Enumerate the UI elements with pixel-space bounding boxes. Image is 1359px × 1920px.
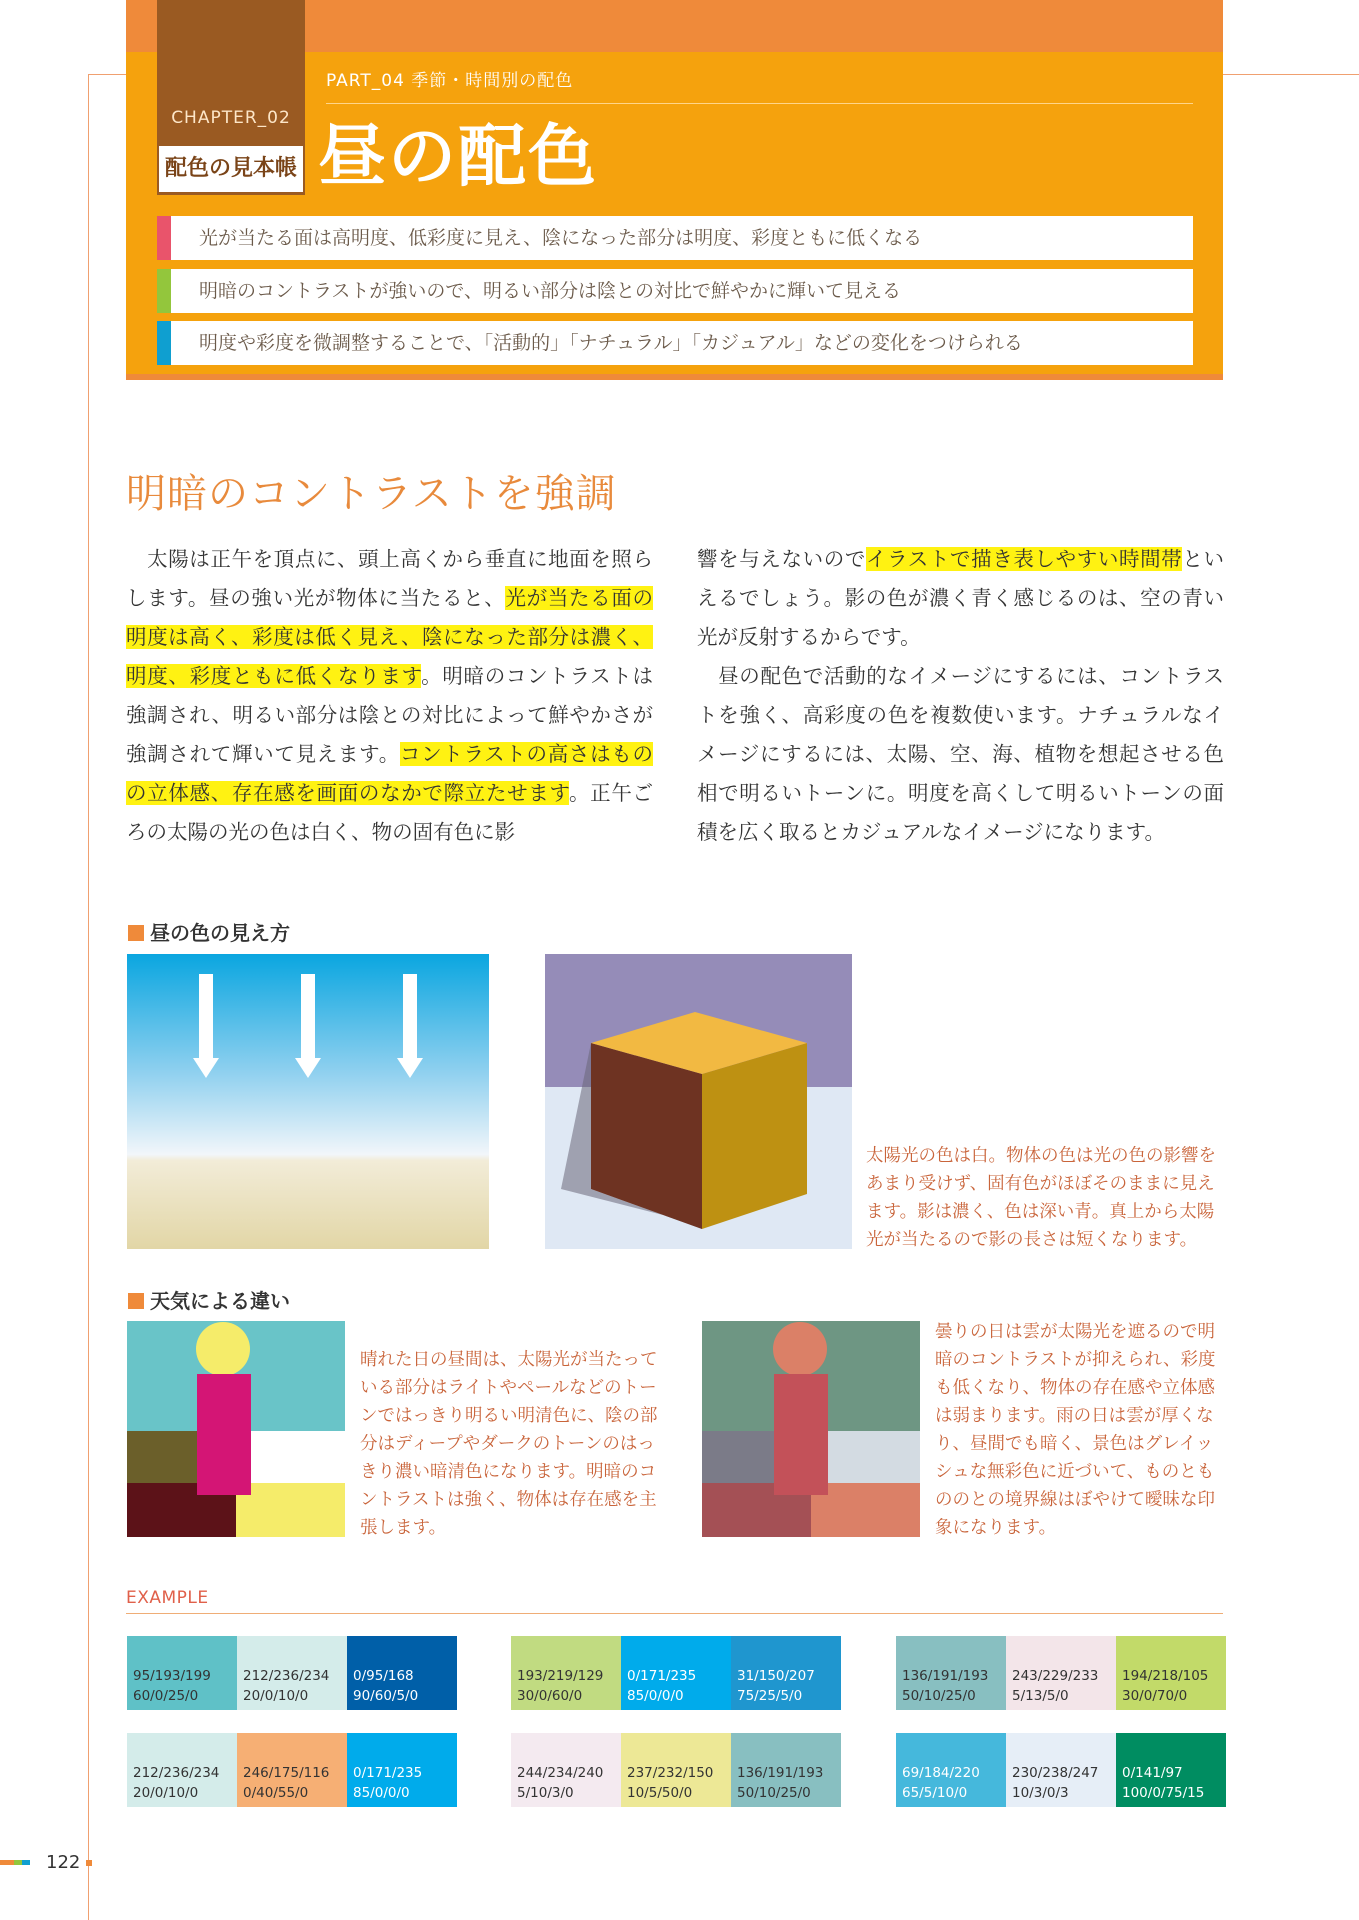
body-text: 。明暗のコントラストは強調され、明るい部分は陰との対比によって鮮やかさが強調されて輝いて見えます。 — [126, 664, 654, 766]
key-point-3: 明度や彩度を微調整することで、「活動的」「ナチュラル」「カジュアル」などの変化をつけられる — [157, 321, 1193, 365]
swatch-cmyk: 20/0/10/0 — [243, 1688, 309, 1704]
color-swatch — [1116, 1636, 1226, 1710]
clear-day-illustration — [127, 1321, 345, 1537]
swatch-cmyk: 10/3/0/3 — [1012, 1785, 1069, 1801]
key-point-1: 光が当たる面は高明度、低彩度に見え、陰になった部分は明度、彩度ともに低くなる — [157, 216, 1193, 260]
swatch-cmyk: 60/0/25/0 — [133, 1688, 199, 1704]
clear-day-caption: 晴れた日の昼間は、太陽光が当たっている部分はライトやペールなどのトーンではっきり明るい明清色に、陰の部分はディープやダークのトーンのはっきり濃い暗清色になります。明暗のコントラストは強く、物体は存在感を主張します。 — [360, 1350, 658, 1538]
cloudy-day-caption: 曇りの日は雲が太陽光を遮るので明暗のコントラストが抑えられ、彩度も低くなり、物体の存在感や立体感は弱まります。雨の日は雲が厚くなり、昼間でも暗く、景色はグレイッシュな無彩色に近づいて、ものともののとの境界線はぼやけて曖昧な印象になります。 — [935, 1322, 1216, 1538]
color-swatch — [896, 1733, 1006, 1807]
sample-book-label: 配色の見本帳 — [157, 144, 305, 194]
swatch-rgb: 212/236/234 — [243, 1668, 330, 1684]
swatch-cmyk: 10/5/50/0 — [627, 1785, 693, 1801]
section-heading: 明暗のコントラストを強調 — [126, 471, 617, 517]
weather-heading — [128, 1285, 290, 1314]
body-text: 太陽は正午を頂点に、頭上高くから垂直に地面を照らします。昼の強い光が物体に当たると、 — [126, 547, 653, 610]
page-guide-vertical — [88, 74, 89, 1920]
body-text-left — [126, 540, 653, 852]
page-marker-bar — [22, 1860, 30, 1865]
color-swatch — [347, 1733, 457, 1807]
color-swatch — [511, 1733, 621, 1807]
color-swatch — [1006, 1636, 1116, 1710]
how-it-looks-heading — [128, 917, 290, 946]
header-bottom-edge — [126, 374, 1223, 380]
swatch-rgb: 237/232/150 — [627, 1765, 714, 1781]
page-title: 昼の配色 — [318, 118, 599, 197]
body-text: といえるでしょう。影の色が濃く青く感じるのは、空の青い光が反射するからです。 — [697, 547, 1225, 649]
page-number: 122 — [46, 1852, 81, 1873]
body-text: 。正午ごろの太陽の光の色は白く、物の固有色に影 — [126, 781, 654, 844]
swatch-rgb: 0/95/168 — [353, 1668, 414, 1684]
page-guide-left — [88, 74, 126, 75]
color-swatch — [621, 1733, 731, 1807]
swatch-cmyk: 75/25/5/0 — [737, 1688, 803, 1704]
color-swatch — [511, 1636, 621, 1710]
color-swatch — [731, 1636, 841, 1710]
color-swatch — [237, 1636, 347, 1710]
swatch-cmyk: 85/0/0/0 — [627, 1688, 684, 1704]
swatch-rgb: 246/175/116 — [243, 1765, 330, 1781]
highlight-text: イラストで描き表しやすい時間帯 — [866, 547, 1183, 571]
swatch-cmyk: 0/40/55/0 — [243, 1785, 309, 1801]
body-text: 響を与えないので — [697, 547, 867, 571]
page-marker-bar — [0, 1860, 14, 1865]
page-marker-dot — [86, 1860, 92, 1866]
swatch-cmyk: 100/0/75/15 — [1122, 1785, 1205, 1801]
swatch-rgb: 95/193/199 — [133, 1668, 211, 1684]
page-marker-bar — [14, 1860, 22, 1865]
example-label: EXAMPLE — [126, 1588, 209, 1608]
color-swatch — [237, 1733, 347, 1807]
chapter-label: CHAPTER_02 — [171, 108, 291, 128]
swatch-rgb: 194/218/105 — [1122, 1668, 1209, 1684]
color-swatch — [1006, 1733, 1116, 1807]
swatch-cmyk: 30/0/70/0 — [1122, 1688, 1188, 1704]
swatch-cmyk: 90/60/5/0 — [353, 1688, 419, 1704]
swatch-rgb: 0/141/97 — [1122, 1765, 1183, 1781]
swatch-cmyk: 20/0/10/0 — [133, 1785, 199, 1801]
cube-illustration — [545, 954, 852, 1249]
square-bullet-icon — [128, 925, 144, 941]
swatch-rgb: 230/238/247 — [1012, 1765, 1099, 1781]
color-swatch — [127, 1733, 237, 1807]
swatch-rgb: 243/229/233 — [1012, 1668, 1099, 1684]
swatch-cmyk: 30/0/60/0 — [517, 1688, 583, 1704]
swatch-rgb: 0/171/235 — [353, 1765, 423, 1781]
subheading-label: 昼の色の見え方 — [150, 921, 290, 945]
swatch-rgb: 193/219/129 — [517, 1668, 604, 1684]
swatch-rgb: 212/236/234 — [133, 1765, 220, 1781]
sunlight-illustration — [127, 954, 489, 1249]
highlight-text: 光が当たる面の明度は高く、彩度は低く見え、陰になった部分は濃く、明度、彩度ともに低くなります — [126, 586, 654, 688]
swatch-rgb: 31/150/207 — [737, 1668, 815, 1684]
color-swatch — [1116, 1733, 1226, 1807]
swatch-cmyk: 50/10/25/0 — [737, 1785, 811, 1801]
swatch-cmyk: 50/10/25/0 — [902, 1688, 976, 1704]
color-swatch — [347, 1636, 457, 1710]
cloudy-day-illustration — [702, 1321, 920, 1537]
square-bullet-icon — [128, 1293, 144, 1309]
color-swatch — [127, 1636, 237, 1710]
how-it-looks-caption: 太陽光の色は白。物体の色は光の色の影響をあまり受けず、固有色がほぼそのままに見えます。影は濃く、色は深い青。真上から太陽光が当たるので影の長さは短くなります。 — [866, 1146, 1216, 1250]
swatch-cmyk: 85/0/0/0 — [353, 1785, 410, 1801]
highlight-text: コントラストの高さはものの立体感、存在感を画面のなかで際立たせます — [126, 742, 653, 805]
body-text: 昼の配色で活動的なイメージにするには、コントラストを強く、高彩度の色を複数使います。ナチュラルなイメージにするには、太陽、空、海、植物を想起させる色相で明るいトーンに。明度を高くして明るいトーンの面積を広く取るとカジュアルなイメージになります。 — [697, 664, 1224, 844]
swatch-cmyk: 5/10/3/0 — [517, 1785, 574, 1801]
swatch-rgb: 0/171/235 — [627, 1668, 697, 1684]
subheading-label: 天気による違い — [150, 1289, 290, 1313]
cube-svg — [545, 954, 852, 1249]
swatch-cmyk: 5/13/5/0 — [1012, 1688, 1069, 1704]
example-divider — [126, 1613, 1223, 1614]
swatch-rgb: 136/191/193 — [737, 1765, 824, 1781]
color-swatch — [731, 1733, 841, 1807]
page-guide-right — [1222, 74, 1359, 75]
color-swatch — [896, 1636, 1006, 1710]
swatch-rgb: 69/184/220 — [902, 1765, 980, 1781]
part-label: PART_04 季節・時間別の配色 — [326, 71, 574, 91]
color-swatch — [621, 1636, 731, 1710]
swatch-rgb: 244/234/240 — [517, 1765, 604, 1781]
body-text-right — [697, 540, 1224, 852]
swatch-cmyk: 65/5/10/0 — [902, 1785, 968, 1801]
swatch-rgb: 136/191/193 — [902, 1668, 989, 1684]
key-point-2: 明暗のコントラストが強いので、明るい部分は陰との対比で鮮やかに輝いて見える — [157, 269, 1193, 313]
part-divider — [326, 103, 1193, 104]
